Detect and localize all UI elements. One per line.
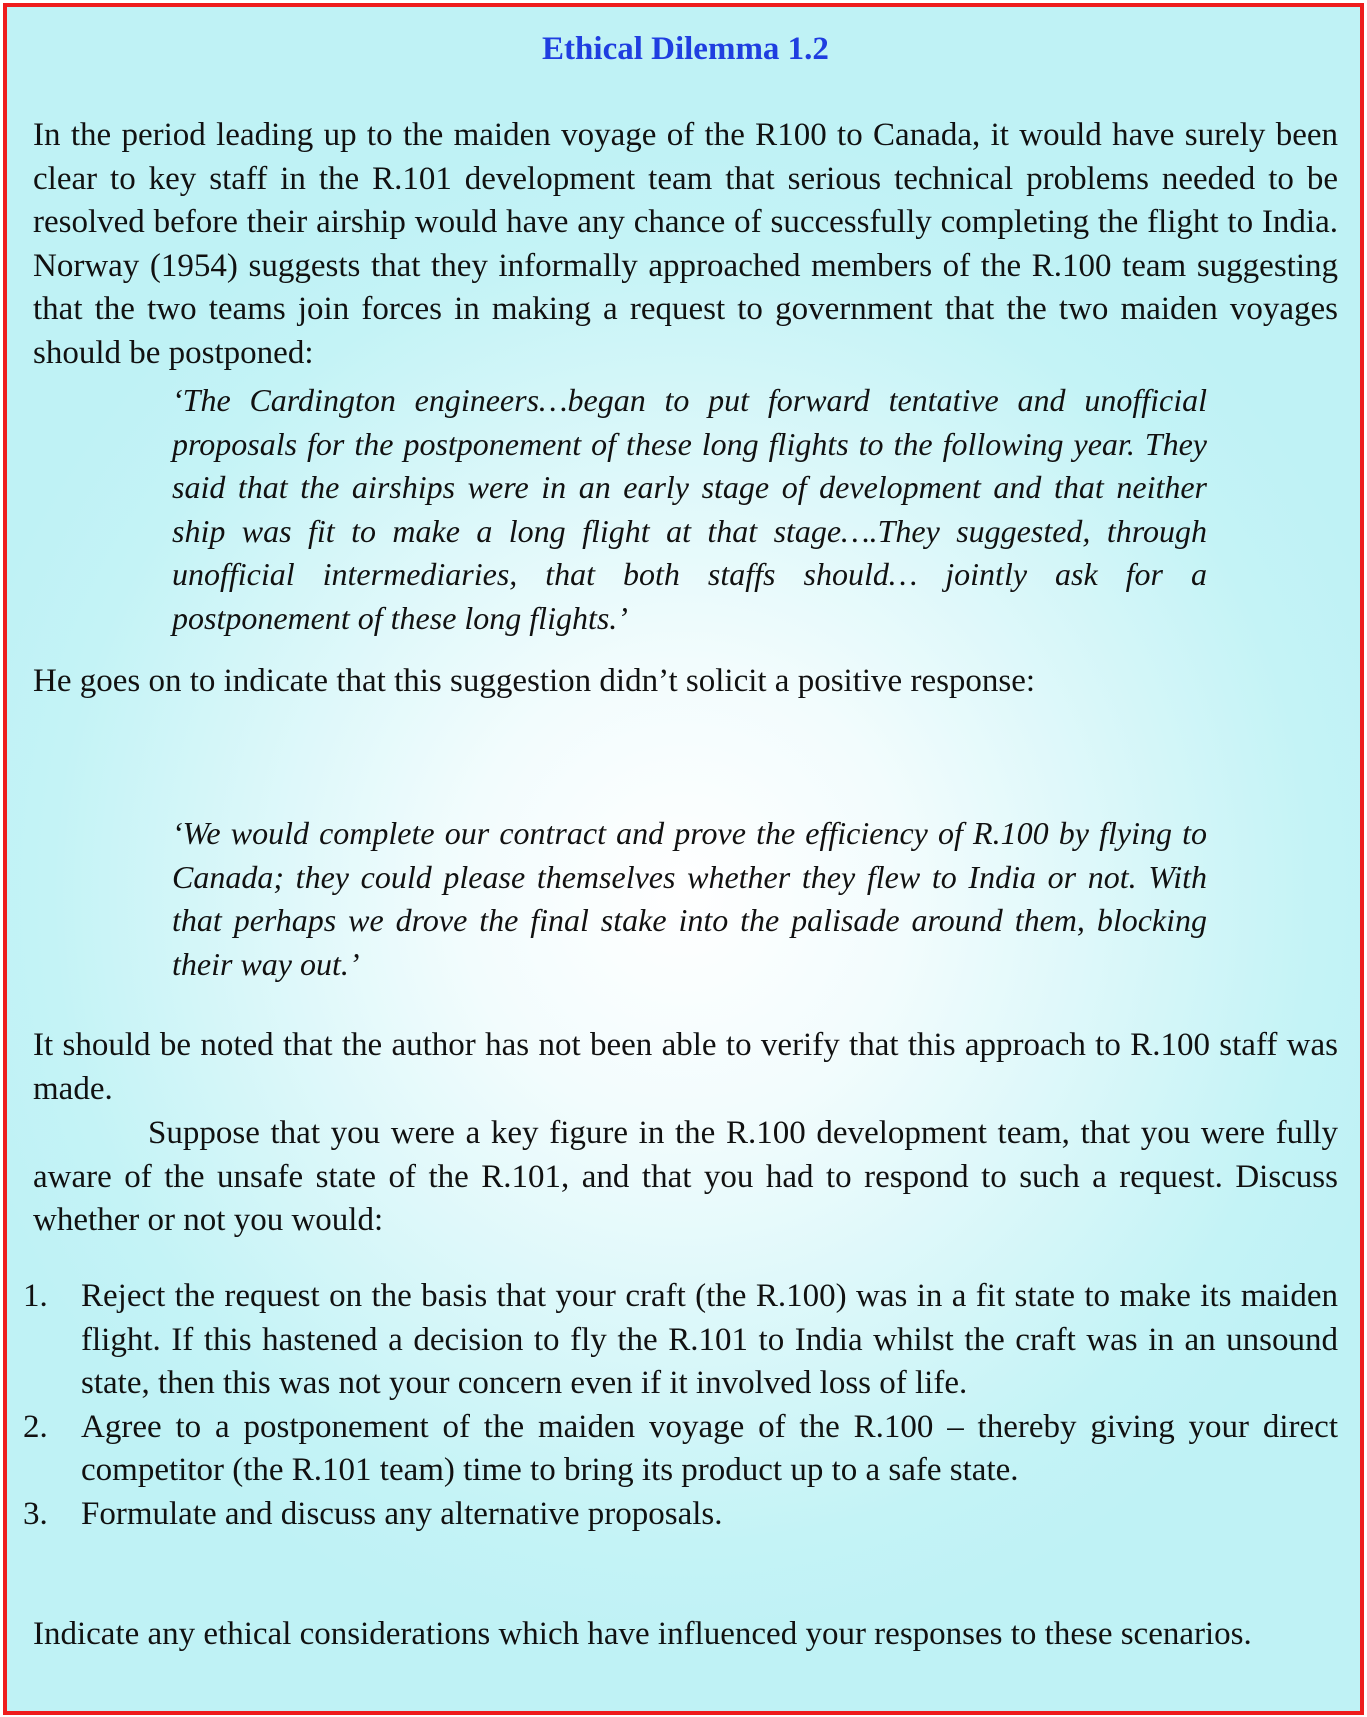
closing-paragraph: Indicate any ethical considerations which have influenced your responses to these scenarios. (33, 1616, 1252, 1652)
option-text: Agree to a postponement of the maiden voyage of the R.100 – thereby giving your direct competitor (the R.101 team) time to bring its product up to a safe state. (81, 1408, 1338, 1488)
option-number: 2. (23, 1408, 48, 1445)
option-item-2 (23, 1406, 1338, 1493)
option-item-1 (23, 1275, 1338, 1406)
option-number: 3. (23, 1495, 48, 1532)
quote-r100-response: ‘We would complete our contract and prove the efficiency of R.100 by flying to Canada; they could please themselves whether they flew to India or not. With that perhaps we drove the final stake into the palisade around them, blocking their way out.’ (172, 815, 1207, 982)
options-list (23, 1275, 1338, 1536)
response-intro-paragraph: He goes on to indicate that this suggestion didn’t solicit a positive response: (33, 663, 1036, 699)
dilemma-title: Ethical Dilemma 1.2 (542, 31, 829, 67)
intro-paragraph: In the period leading up to the maiden voyage of the R100 to Canada, it would have surely been clear to key staff in the R.101 development team that serious technical problems needed to be resolved before their airship would have any chance of successfully completing the flight to India. Norway (1954) suggests that they informally approached members of the R.100 team suggesting that the two teams join forces in making a request to government that the two maiden voyages should be postponed: (33, 117, 1338, 371)
option-number: 1. (23, 1278, 48, 1314)
option-text: Formulate and discuss any alternative proposals. (81, 1495, 723, 1532)
dilemma-box (3, 3, 1364, 1715)
verification-note-paragraph: It should be noted that the author has not been able to verify that this approach to R.100 staff was made. (33, 1027, 1338, 1107)
option-item-3 (23, 1493, 1338, 1537)
quote-cardington-engineers: ‘The Cardington engineers…began to put forward tentative and unofficial proposals for the postponement of these long flights to the following year. They said that the airships were in an early stage of development and that neither ship was fit to make a long flight at that stage….They suggested, through unofficial intermediaries, that both staffs should… jointly ask for a postponement of these long flights.’ (172, 382, 1207, 636)
scenario-paragraph: Suppose that you were a key figure in the R.100 development team, that you were fully aware of the unsafe state of the R.101, and that you had to respond to such a request. Discuss whether or not you would: (33, 1115, 1338, 1238)
option-text: Reject the request on the basis that your craft (the R.100) was in a fit state to make its maiden flight. If this hastened a decision to fly the R.101 to India whilst the craft was in an unsound state, then this was not your concern even if it involved loss of life. (81, 1278, 1338, 1401)
